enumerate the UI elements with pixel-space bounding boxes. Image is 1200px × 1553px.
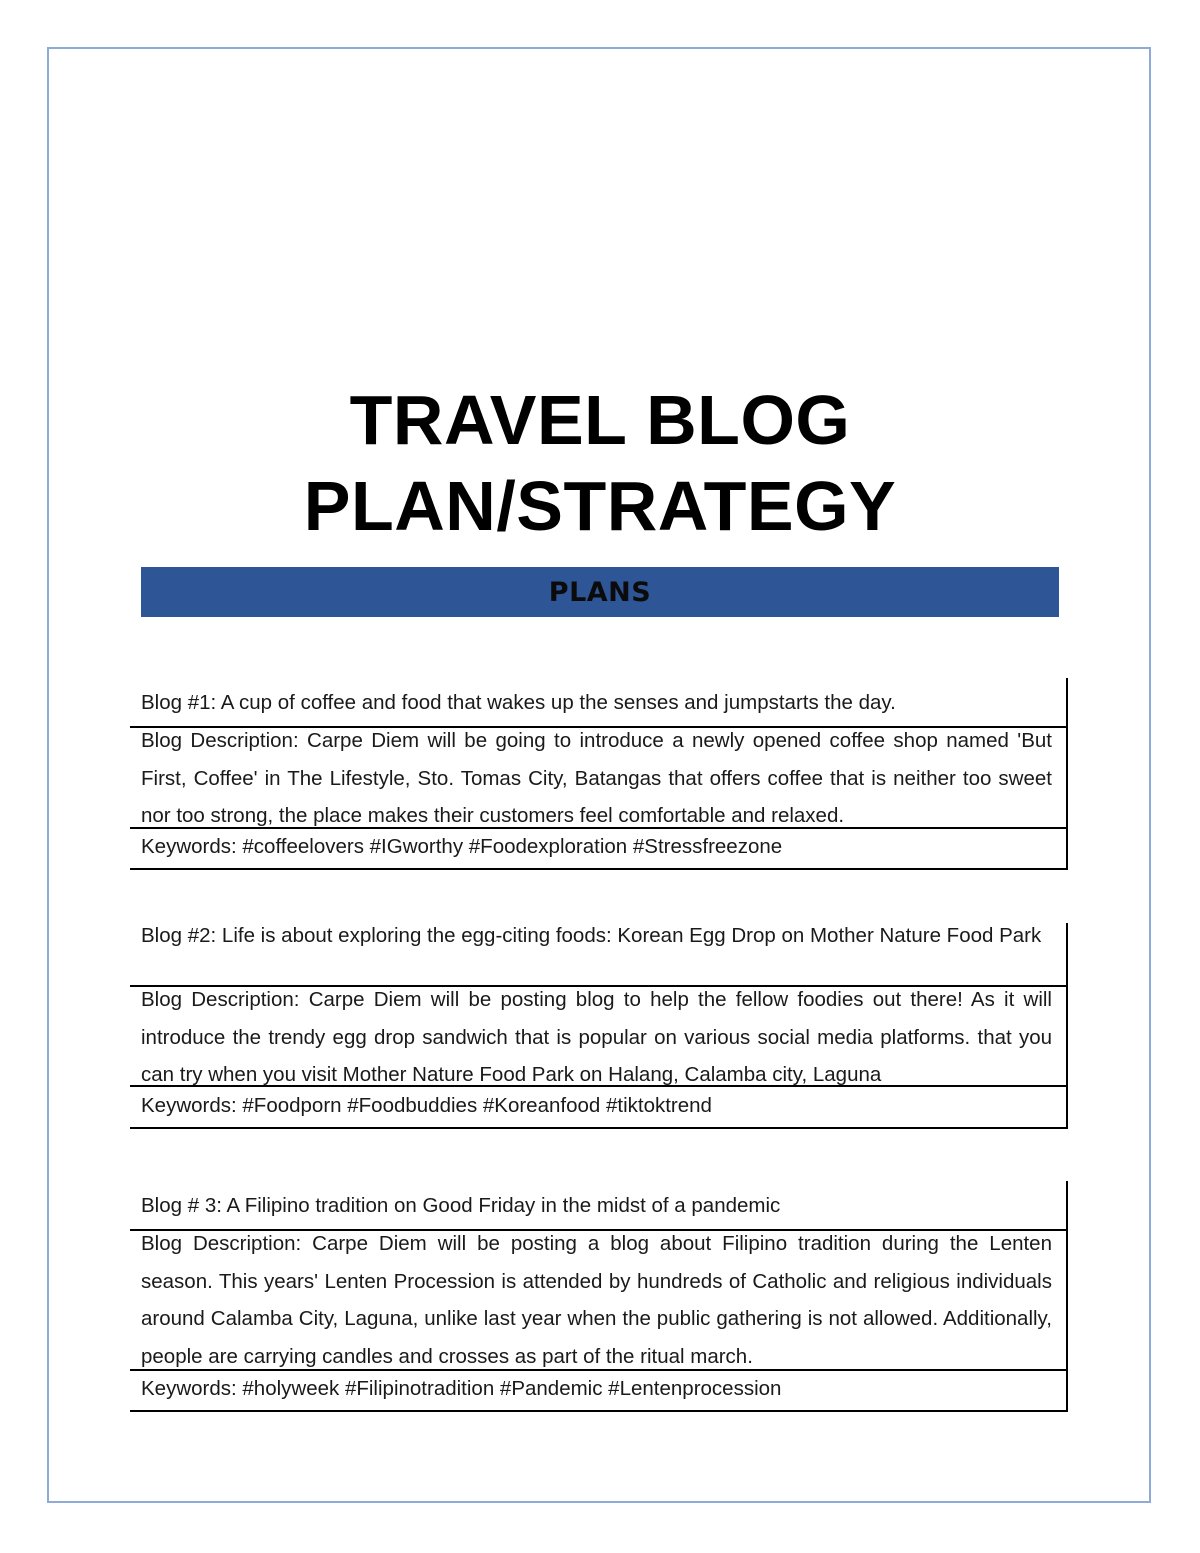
blog-keywords: Keywords: #holyweek #Filipinotradition #Pandemic #Lentenprocession (130, 1368, 1066, 1412)
blog-title: Blog # 3: A Filipino tradition on Good Friday in the midst of a pandemic (130, 1187, 1066, 1231)
document-title-line-1: TRAVEL BLOG (349, 381, 851, 459)
table-right-border (1066, 1181, 1068, 1412)
table-right-border (1066, 923, 1068, 1129)
blog-description: Blog Description: Carpe Diem will be posting a blog about Filipino tradition during the Lenten season. This years' Lenten Procession is attended by hundreds of Catholic and religious individuals around Calamba City, Laguna, unlike last year when the public gathering is not allowed. Additionally, people are carrying candles and crosses as part of the ritual march. (130, 1225, 1066, 1371)
blog-plan-1 (130, 678, 1068, 870)
blog-title: Blog #1: A cup of coffee and food that wakes up the senses and jumpstarts the day. (130, 684, 1066, 728)
blog-description: Blog Description: Carpe Diem will be going to introduce a newly opened coffee shop named 'But First, Coffee' in The Lifestyle, Sto. Tomas City, Batangas that offers coffee that is neither too sweet nor too strong, the place makes their customers feel comfortable and relaxed. (130, 722, 1066, 829)
blog-description: Blog Description: Carpe Diem will be posting blog to help the fellow foodies out there! As it will introduce the trendy egg drop sandwich that is popular on various social media platforms. that you can try when you visit Mother Nature Food Park on Halang, Calamba city, Laguna (130, 981, 1066, 1087)
document-title-line-2: PLAN/STRATEGY (303, 467, 897, 545)
blog-keywords: Keywords: #Foodporn #Foodbuddies #Koreanfood #tiktoktrend (130, 1085, 1066, 1129)
plans-section-banner: PLANS (141, 567, 1059, 617)
blog-keywords: Keywords: #coffeelovers #IGworthy #Foodexploration #Stressfreezone (130, 826, 1066, 870)
blog-plan-3 (130, 1181, 1068, 1412)
blog-plan-2 (130, 923, 1068, 1129)
blog-title: Blog #2: Life is about exploring the egg-citing foods: Korean Egg Drop on Mother Nature Food Park (130, 917, 1066, 987)
table-right-border (1066, 678, 1068, 870)
